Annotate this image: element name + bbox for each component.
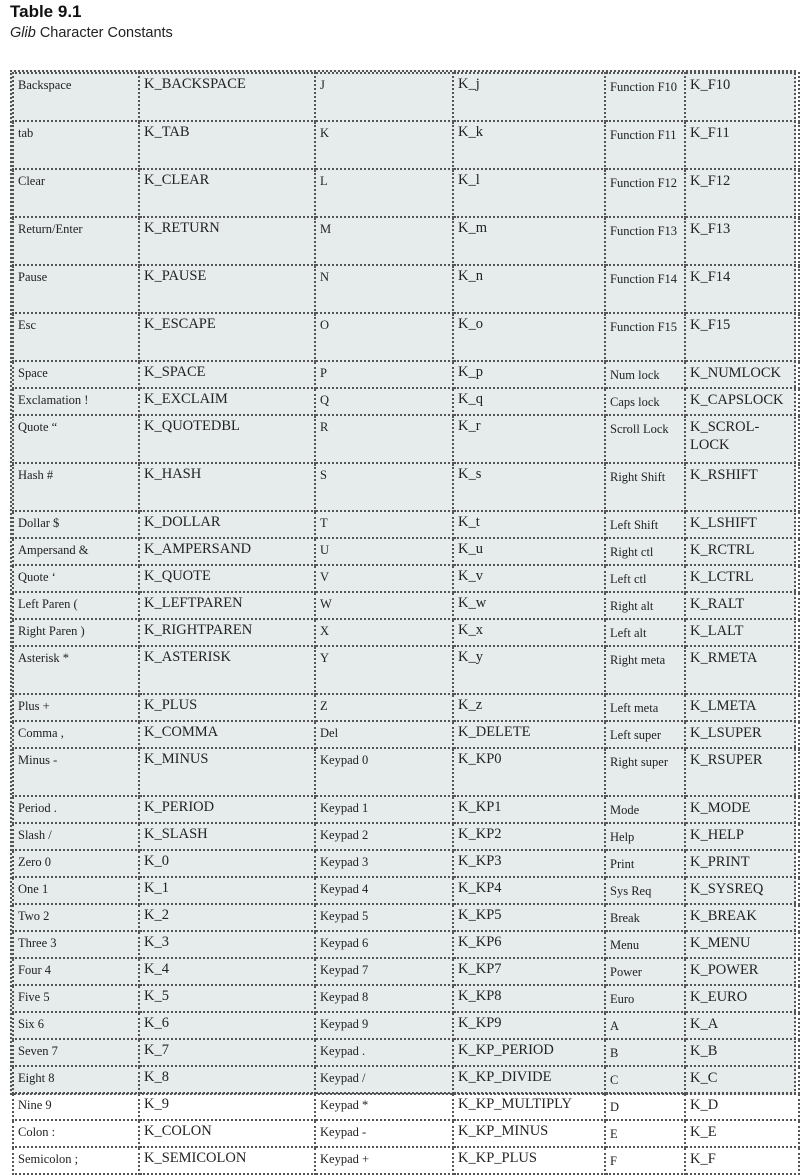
key-name-cell: Q [315,388,453,415]
key-constant-cell: K_KP_MINUS [453,1120,605,1147]
key-name-cell: A [605,1012,685,1039]
key-name-cell: O [315,313,453,361]
table-row [13,796,799,823]
key-constant-cell: K_LSUPER [685,721,799,748]
key-name-cell: Keypad 2 [315,823,453,850]
key-constant-cell: K_KP9 [453,1012,605,1039]
key-constant-cell: K_HELP [685,823,799,850]
table-row [13,694,799,721]
key-constant-cell: K_KP4 [453,877,605,904]
table-row [13,1147,799,1174]
table-row [13,313,799,361]
key-name-cell: Keypad 8 [315,985,453,1012]
key-name-cell: Dollar $ [13,511,139,538]
table-row [13,931,799,958]
key-constant-cell: K_KP8 [453,985,605,1012]
key-constant-cell: K_F [685,1147,799,1174]
key-constant-cell: K_RETURN [139,217,315,265]
key-constant-cell: K_KP2 [453,823,605,850]
key-name-cell: F [605,1147,685,1174]
key-constant-cell: K_w [453,592,605,619]
key-name-cell: Asterisk * [13,646,139,694]
key-name-cell: P [315,361,453,388]
key-name-cell: Right alt [605,592,685,619]
key-constant-cell: K_EXCLAIM [139,388,315,415]
table-row [13,388,799,415]
key-constant-cell: K_RSUPER [685,748,799,796]
key-constant-cell: K_KP_DIVIDE [453,1066,605,1093]
key-constant-cell: K_v [453,565,605,592]
key-constant-cell: K_l [453,169,605,217]
table-row [13,904,799,931]
key-constant-cell: K_POWER [685,958,799,985]
key-name-cell: tab [13,121,139,169]
key-name-cell: Eight 8 [13,1066,139,1093]
key-constant-cell: K_SCROL-LOCK [685,415,799,463]
key-constant-cell: K_KP_PLUS [453,1147,605,1174]
table-title-rest: Character Constants [35,25,173,41]
key-constant-cell: K_s [453,463,605,511]
key-constant-cell: K_SEMICOLON [139,1147,315,1174]
key-name-cell: Power [605,958,685,985]
key-name-cell: Keypad 3 [315,850,453,877]
key-name-cell: Right super [605,748,685,796]
table-row [13,463,799,511]
key-name-cell: Left super [605,721,685,748]
key-name-cell: Keypad + [315,1147,453,1174]
key-name-cell: Y [315,646,453,694]
key-constant-cell: K_F13 [685,217,799,265]
key-constant-cell: K_DELETE [453,721,605,748]
key-constant-cell: K_E [685,1120,799,1147]
key-constant-cell: K_r [453,415,605,463]
key-constant-cell: K_MENU [685,931,799,958]
key-name-cell: W [315,592,453,619]
key-name-cell: Clear [13,169,139,217]
key-constant-cell: K_TAB [139,121,315,169]
key-constant-cell: K_AMPERSAND [139,538,315,565]
key-name-cell: Minus - [13,748,139,796]
key-constant-cell: K_A [685,1012,799,1039]
key-name-cell: Keypad 6 [315,931,453,958]
key-constant-cell: K_LCTRL [685,565,799,592]
key-name-cell: B [605,1039,685,1066]
table-row [13,646,799,694]
key-name-cell: Keypad - [315,1120,453,1147]
key-constant-cell: K_1 [139,877,315,904]
key-constant-cell: K_0 [139,850,315,877]
key-constant-cell: K_p [453,361,605,388]
key-constant-cell: K_3 [139,931,315,958]
key-name-cell: Caps lock [605,388,685,415]
key-name-cell: Function F13 [605,217,685,265]
key-name-cell: Num lock [605,361,685,388]
table-row [13,538,799,565]
key-name-cell: Six 6 [13,1012,139,1039]
key-constant-cell: K_F15 [685,313,799,361]
key-name-cell: Left alt [605,619,685,646]
key-constant-cell: K_z [453,694,605,721]
table-row [13,361,799,388]
key-name-cell: Slash / [13,823,139,850]
key-constant-cell: K_x [453,619,605,646]
key-constant-cell: K_q [453,388,605,415]
character-constants-table [10,70,796,1168]
key-name-cell: Keypad / [315,1066,453,1093]
key-constant-cell: K_NUMLOCK [685,361,799,388]
key-name-cell: Semicolon ; [13,1147,139,1174]
key-name-cell: Right ctl [605,538,685,565]
key-constant-cell: K_4 [139,958,315,985]
table-row [13,850,799,877]
key-constant-cell: K_QUOTEDBL [139,415,315,463]
table-row [13,169,799,217]
key-constant-cell: K_ESCAPE [139,313,315,361]
key-constant-cell: K_k [453,121,605,169]
key-name-cell: J [315,73,453,121]
key-name-cell: Backspace [13,73,139,121]
key-constant-cell: K_HASH [139,463,315,511]
key-constant-cell: K_7 [139,1039,315,1066]
key-name-cell: M [315,217,453,265]
key-name-cell: Ampersand & [13,538,139,565]
key-constant-cell: K_PLUS [139,694,315,721]
table-row [13,511,799,538]
key-constant-cell: K_CAPSLOCK [685,388,799,415]
key-name-cell: Function F11 [605,121,685,169]
key-name-cell: Help [605,823,685,850]
key-name-cell: Left meta [605,694,685,721]
key-constant-cell: K_F12 [685,169,799,217]
key-name-cell: K [315,121,453,169]
key-constant-cell: K_y [453,646,605,694]
key-name-cell: One 1 [13,877,139,904]
key-name-cell: T [315,511,453,538]
key-constant-cell: K_COLON [139,1120,315,1147]
key-name-cell: Comma , [13,721,139,748]
key-constant-cell: K_EURO [685,985,799,1012]
key-constant-cell: K_BREAK [685,904,799,931]
table-row [13,721,799,748]
key-constant-cell: K_SPACE [139,361,315,388]
key-name-cell: Keypad * [315,1093,453,1120]
key-name-cell: Quote “ [13,415,139,463]
table-row [13,415,799,463]
key-constant-cell: K_m [453,217,605,265]
table-title [10,24,173,42]
key-constant-cell: K_RSHIFT [685,463,799,511]
key-name-cell: Hash # [13,463,139,511]
key-name-cell: Left ctl [605,565,685,592]
key-constant-cell: K_5 [139,985,315,1012]
key-name-cell: Left Paren ( [13,592,139,619]
key-constant-cell: K_KP_PERIOD [453,1039,605,1066]
key-constant-cell: K_F10 [685,73,799,121]
key-name-cell: V [315,565,453,592]
key-name-cell: Menu [605,931,685,958]
key-name-cell: Function F14 [605,265,685,313]
table-row [13,73,799,121]
table-title-italic: Glib [10,25,36,41]
key-name-cell: Function F12 [605,169,685,217]
key-constant-cell: K_PERIOD [139,796,315,823]
key-name-cell: Keypad 9 [315,1012,453,1039]
table-body [13,73,799,1174]
key-constant-cell: K_KP7 [453,958,605,985]
key-constant-cell: K_8 [139,1066,315,1093]
table-row [13,265,799,313]
key-constant-cell: K_D [685,1093,799,1120]
key-name-cell: Keypad 1 [315,796,453,823]
key-constant-cell: K_B [685,1039,799,1066]
key-name-cell: Print [605,850,685,877]
key-name-cell: Keypad 5 [315,904,453,931]
table-row [13,619,799,646]
key-constant-cell: K_KP3 [453,850,605,877]
key-name-cell: Function F15 [605,313,685,361]
key-constant-cell: K_2 [139,904,315,931]
key-constant-cell: K_SLASH [139,823,315,850]
key-constant-cell: K_C [685,1066,799,1093]
key-name-cell: Left Shift [605,511,685,538]
key-constant-cell: K_KP0 [453,748,605,796]
key-constant-cell: K_KP6 [453,931,605,958]
key-name-cell: N [315,265,453,313]
key-name-cell: Del [315,721,453,748]
key-name-cell: Scroll Lock [605,415,685,463]
table-row [13,958,799,985]
table-row [13,1039,799,1066]
table-row [13,1066,799,1093]
key-name-cell: Four 4 [13,958,139,985]
key-constant-cell: K_ASTERISK [139,646,315,694]
key-name-cell: Right Paren ) [13,619,139,646]
key-constant-cell: K_F11 [685,121,799,169]
table-row [13,565,799,592]
key-name-cell: S [315,463,453,511]
key-constant-cell: K_F14 [685,265,799,313]
table-row [13,217,799,265]
key-constant-cell: K_LEFTPAREN [139,592,315,619]
table-row [13,1012,799,1039]
key-name-cell: X [315,619,453,646]
key-constant-cell: K_RMETA [685,646,799,694]
key-name-cell: U [315,538,453,565]
key-constant-cell: K_LMETA [685,694,799,721]
key-name-cell: Keypad . [315,1039,453,1066]
key-name-cell: Colon : [13,1120,139,1147]
key-name-cell: Period . [13,796,139,823]
key-name-cell: Three 3 [13,931,139,958]
key-constant-cell: K_9 [139,1093,315,1120]
key-name-cell: Sys Req [605,877,685,904]
key-name-cell: Keypad 0 [315,748,453,796]
key-name-cell: Two 2 [13,904,139,931]
key-name-cell: Break [605,904,685,931]
table-number: Table 9.1 [10,2,82,21]
key-name-cell: Euro [605,985,685,1012]
key-constant-cell: K_KP_MULTIPLY [453,1093,605,1120]
key-constant-cell: K_KP1 [453,796,605,823]
table-row [13,877,799,904]
key-constant-cell: K_t [453,511,605,538]
key-name-cell: Z [315,694,453,721]
key-name-cell: E [605,1120,685,1147]
key-constant-cell: K_LSHIFT [685,511,799,538]
key-name-cell: Nine 9 [13,1093,139,1120]
key-name-cell: Return/Enter [13,217,139,265]
key-constant-cell: K_PRINT [685,850,799,877]
key-constant-cell: K_RIGHTPAREN [139,619,315,646]
key-name-cell: R [315,415,453,463]
key-constant-cell: K_QUOTE [139,565,315,592]
table-row [13,1120,799,1147]
key-name-cell: Keypad 4 [315,877,453,904]
key-name-cell: Quote ‘ [13,565,139,592]
key-constant-cell: K_BACKSPACE [139,73,315,121]
table-caption [10,2,173,42]
key-name-cell: Exclamation ! [13,388,139,415]
key-constant-cell: K_RCTRL [685,538,799,565]
key-name-cell: Five 5 [13,985,139,1012]
key-name-cell: Pause [13,265,139,313]
table-row [13,985,799,1012]
key-constant-cell: K_6 [139,1012,315,1039]
key-name-cell: C [605,1066,685,1093]
key-constant-cell: K_RALT [685,592,799,619]
key-constant-cell: K_SYSREQ [685,877,799,904]
key-constant-cell: K_MODE [685,796,799,823]
key-name-cell: Right meta [605,646,685,694]
key-name-cell: Mode [605,796,685,823]
key-name-cell: Function F10 [605,73,685,121]
key-name-cell: D [605,1093,685,1120]
key-name-cell: Zero 0 [13,850,139,877]
key-constant-cell: K_KP5 [453,904,605,931]
table-row [13,592,799,619]
table-row [13,121,799,169]
key-name-cell: L [315,169,453,217]
key-name-cell: Space [13,361,139,388]
key-name-cell: Seven 7 [13,1039,139,1066]
key-name-cell: Esc [13,313,139,361]
key-name-cell: Plus + [13,694,139,721]
key-constant-cell: K_LALT [685,619,799,646]
key-constant-cell: K_CLEAR [139,169,315,217]
key-constant-cell: K_u [453,538,605,565]
key-name-cell: Keypad 7 [315,958,453,985]
key-constant-cell: K_j [453,73,605,121]
key-constant-cell: K_MINUS [139,748,315,796]
key-constant-cell: K_COMMA [139,721,315,748]
key-constant-cell: K_n [453,265,605,313]
key-constant-cell: K_PAUSE [139,265,315,313]
key-constant-cell: K_o [453,313,605,361]
key-name-cell: Right Shift [605,463,685,511]
table-row [13,748,799,796]
key-constant-cell: K_DOLLAR [139,511,315,538]
table-row [13,823,799,850]
